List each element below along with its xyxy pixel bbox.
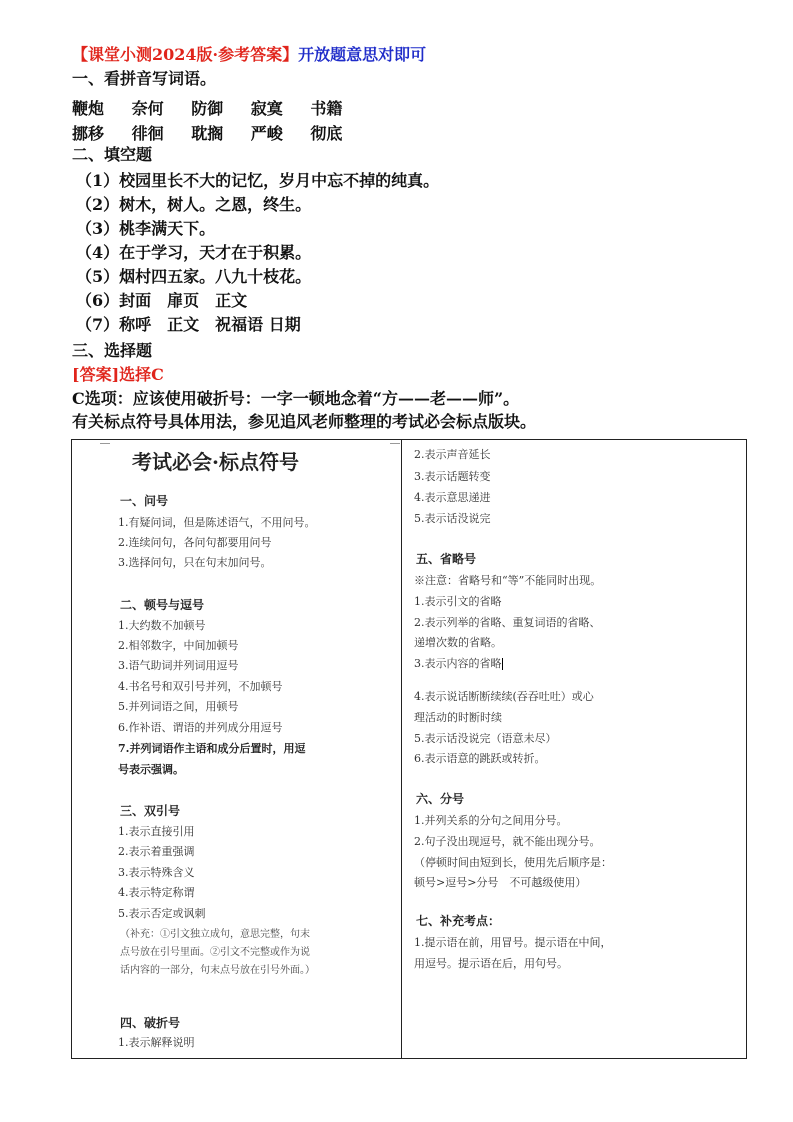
word: 寂寞: [250, 99, 283, 118]
quote-title: 三、双引号: [120, 804, 181, 818]
fill-item-5: （5）烟村四五家。八九十枝花。: [76, 267, 312, 286]
question-mark-title: 一、问号: [120, 494, 169, 508]
punctuation-reference-box: [71, 439, 747, 1059]
answer-header: [72, 44, 426, 66]
word: 书籍: [310, 99, 343, 118]
fill-item-3: （3）桃李满天下。: [76, 219, 216, 238]
ref-item: 3.语气助词并列词用逗号: [118, 659, 239, 672]
text-cursor-icon: [502, 658, 503, 670]
word-row-1: [72, 96, 364, 119]
explain-line-2: 有关标点符号具体用法，参见追风老师整理的考试必会标点版块。: [72, 412, 537, 431]
ref-note: 点号放在引号里面。②引文不完整或作为说: [120, 947, 310, 958]
ref-item: 2.表示声音延长: [414, 448, 491, 461]
ref-item: 4.书名号和双引号并列，不加顿号: [118, 680, 283, 693]
ref-item: 1.并列关系的分句之间用分号。: [414, 814, 568, 827]
ref-item: 3.表示话题转变: [414, 470, 491, 483]
ref-item: 递增次数的省略。: [414, 636, 502, 649]
ref-item: 3.选择问句，只在句末加问号。: [118, 556, 272, 569]
ref-item: 2.句子没出现逗号，就不能出现分号。: [414, 835, 601, 848]
ref-item: 1.有疑问词，但是陈述语气，不用问号。: [118, 516, 316, 529]
ref-item: 2.表示着重强调: [118, 845, 195, 858]
explain-line-1: C选项：应该使用破折号：一字一顿地念着“方——老——师”。: [72, 389, 520, 408]
tab-mark: [100, 443, 110, 450]
ref-item-bold: 号表示强调。: [118, 763, 184, 776]
ref-item: 5.表示否定或讽刺: [118, 907, 206, 920]
fill-item-2: （2）树木，树人。之恩，终生。: [76, 195, 312, 214]
word: 奈何: [131, 99, 164, 118]
ref-item: 1.表示解释说明: [118, 1036, 195, 1049]
word: 防御: [191, 99, 224, 118]
ref-item: 1.表示直接引用: [118, 825, 195, 838]
reference-title: 考试必会·标点符号: [132, 450, 299, 474]
fill-item-6: （6）封面 扉页 正文: [76, 291, 248, 310]
ref-item: 5.并列词语之间，用顿号: [118, 700, 239, 713]
ref-item-text: 3.表示内容的省略: [414, 657, 502, 670]
word-row-2: [72, 121, 364, 144]
semicolon-title: 六、分号: [416, 792, 465, 806]
word: 挪移: [72, 124, 105, 143]
ref-item: 6.表示语意的跳跃或转折。: [414, 752, 546, 765]
section3-title: 三、选择题: [72, 341, 153, 360]
ref-item: 2.连续问句，各问句都要用问号: [118, 536, 272, 549]
column-divider: [401, 440, 402, 1058]
word: 彻底: [310, 124, 343, 143]
ref-item: 1.大约数不加顿号: [118, 619, 206, 632]
ref-item: 5.表示话没说完（语意未尽）: [414, 732, 557, 745]
ref-item: （停顿时间由短到长，使用先后顺序是：: [414, 856, 612, 869]
ref-item-with-cursor: [414, 655, 503, 671]
ref-item: 2.表示列举的省略、重复词语的省略、: [414, 616, 601, 629]
header-title: 【课堂小测2024版·参考答案】: [72, 45, 299, 64]
answer-label: [答案]选择C: [72, 365, 164, 384]
supplement-title: 七、补充考点：: [416, 914, 501, 928]
ref-item: 理活动的时断时续: [414, 711, 502, 724]
comma-title: 二、顿号与逗号: [120, 598, 205, 612]
ref-item: 5.表示话没说完: [414, 512, 491, 525]
tab-mark: [390, 443, 400, 450]
ref-note: 话内容的一部分，句末点号放在引号外面。）: [120, 965, 315, 976]
section2-title: 二、填空题: [72, 145, 153, 164]
ref-item: 4.表示说话断断续续(吞吞吐吐）或心: [414, 690, 594, 703]
ref-note: （补充：①引文独立成句，意思完整，句末: [120, 929, 310, 940]
ref-item: 1.表示引文的省略: [414, 595, 502, 608]
ref-item: 用逗号。提示语在后，用句号。: [414, 957, 568, 970]
fill-item-4: （4）在于学习，天才在于积累。: [76, 243, 312, 262]
word: 严峻: [250, 124, 283, 143]
header-note: 开放题意思对即可: [298, 45, 427, 64]
fill-item-1: （1）校园里长不大的记忆，岁月中忘不掉的纯真。: [76, 171, 440, 190]
ref-item: 3.表示特殊含义: [118, 866, 195, 879]
fill-item-7: （7）称呼 正文 祝福语 日期: [76, 315, 301, 334]
word: 鞭炮: [72, 99, 105, 118]
ref-item: 顿号>逗号>分号 不可越级使用）: [414, 876, 587, 889]
ref-item-bold: 7.并列词语作主语和成分后置时，用逗: [118, 742, 306, 755]
ref-item: 4.表示特定称谓: [118, 886, 195, 899]
ellipsis-title: 五、省略号: [416, 552, 477, 566]
ref-item: 1.提示语在前，用冒号。提示语在中间，: [414, 936, 612, 949]
word: 耽搁: [191, 124, 224, 143]
ref-note: ※注意：省略号和“等”不能同时出现。: [414, 574, 602, 587]
ref-item: 2.相邻数字，中间加顿号: [118, 639, 239, 652]
section1-title: 一、看拼音写词语。: [72, 69, 217, 88]
word: 徘徊: [131, 124, 164, 143]
ref-item: 6.作补语、谓语的并列成分用逗号: [118, 721, 283, 734]
ref-item: 4.表示意思递进: [414, 491, 491, 504]
dash-title: 四、破折号: [120, 1016, 181, 1030]
